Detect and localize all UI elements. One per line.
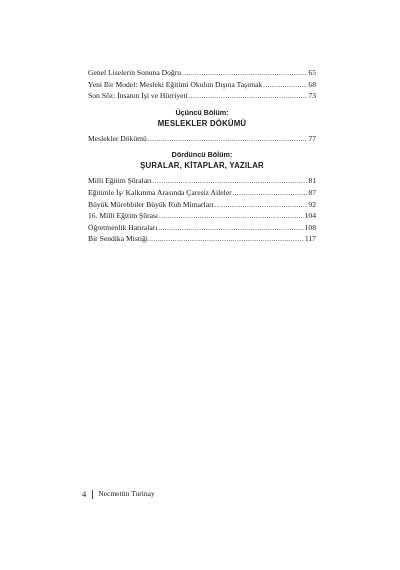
section-heading: ŞURALAR, KİTAPLAR, YAZILAR (140, 161, 264, 171)
toc-entry-title: Milli Eğitim Şûraları (88, 176, 152, 186)
toc-entry-title: Büyük Mürebbiler Büyük Ruh Mimarları (88, 199, 214, 209)
toc-entry-title: Öğretmenlik Hatıraları (88, 222, 158, 232)
toc-entry (88, 133, 316, 145)
toc-entry-page: 68 (308, 79, 316, 89)
page-number: 4 (82, 489, 87, 499)
toc-entry-title: Son Söz: İnsanın İşi ve Hürriyeti (88, 91, 188, 101)
section-header-4 (88, 150, 316, 171)
toc-entry (88, 199, 316, 211)
dot-leader (189, 91, 308, 103)
footer-divider (92, 490, 93, 499)
toc-entry-title: Genel Liselerin Sonuna Doğru (88, 68, 182, 77)
section-label: Üçüncü Bölüm: (175, 107, 229, 117)
toc-entry-page: 87 (308, 187, 316, 197)
toc-entry-page: 77 (308, 133, 316, 143)
dot-leader (159, 211, 304, 223)
toc-entry-title: 16. Milli Eğitim Şûrası (88, 211, 159, 221)
dot-leader (215, 200, 308, 212)
toc-entry (88, 67, 316, 79)
toc-entry-page: 117 (304, 234, 316, 244)
toc-entry (88, 233, 316, 245)
dot-leader (263, 80, 307, 92)
toc-entry-page: 92 (308, 199, 316, 209)
author-name: Necmettin Turinay (98, 489, 155, 498)
page-footer (82, 489, 155, 499)
toc-entry-page: 73 (308, 91, 316, 101)
dot-leader (158, 223, 303, 235)
toc-entry-page: 65 (308, 68, 316, 77)
dot-leader (233, 188, 308, 200)
toc-entry (88, 175, 316, 187)
dot-leader (149, 234, 304, 246)
section-heading: MESLEKLER DÖKÜMÜ (157, 118, 247, 128)
toc-entry-page: 104 (304, 211, 316, 221)
section-header-3 (88, 108, 316, 129)
toc-entry (88, 210, 316, 222)
dot-leader (148, 134, 308, 146)
toc-entry-title: Bir Sendika Mistiği (88, 234, 148, 244)
toc-entry-page: 81 (308, 176, 316, 186)
toc-entry (88, 187, 316, 199)
toc-entry (88, 79, 316, 91)
toc-entry-title: Eğitimle İş/ Kalkınma Arasında Çaresiz Aileler (88, 187, 232, 197)
toc-entry-page: 108 (304, 222, 316, 232)
toc-entry (88, 222, 316, 234)
toc-entry-title: Meslekler Dökümü (88, 133, 147, 143)
toc-entry-title: Yeni Bir Model: Mesleki Eğitimi Okulun Dışına Taşımak (88, 79, 263, 89)
toc-entry (88, 90, 316, 102)
table-of-contents (88, 67, 316, 245)
section-label: Dördüncü Bölüm: (171, 150, 233, 160)
